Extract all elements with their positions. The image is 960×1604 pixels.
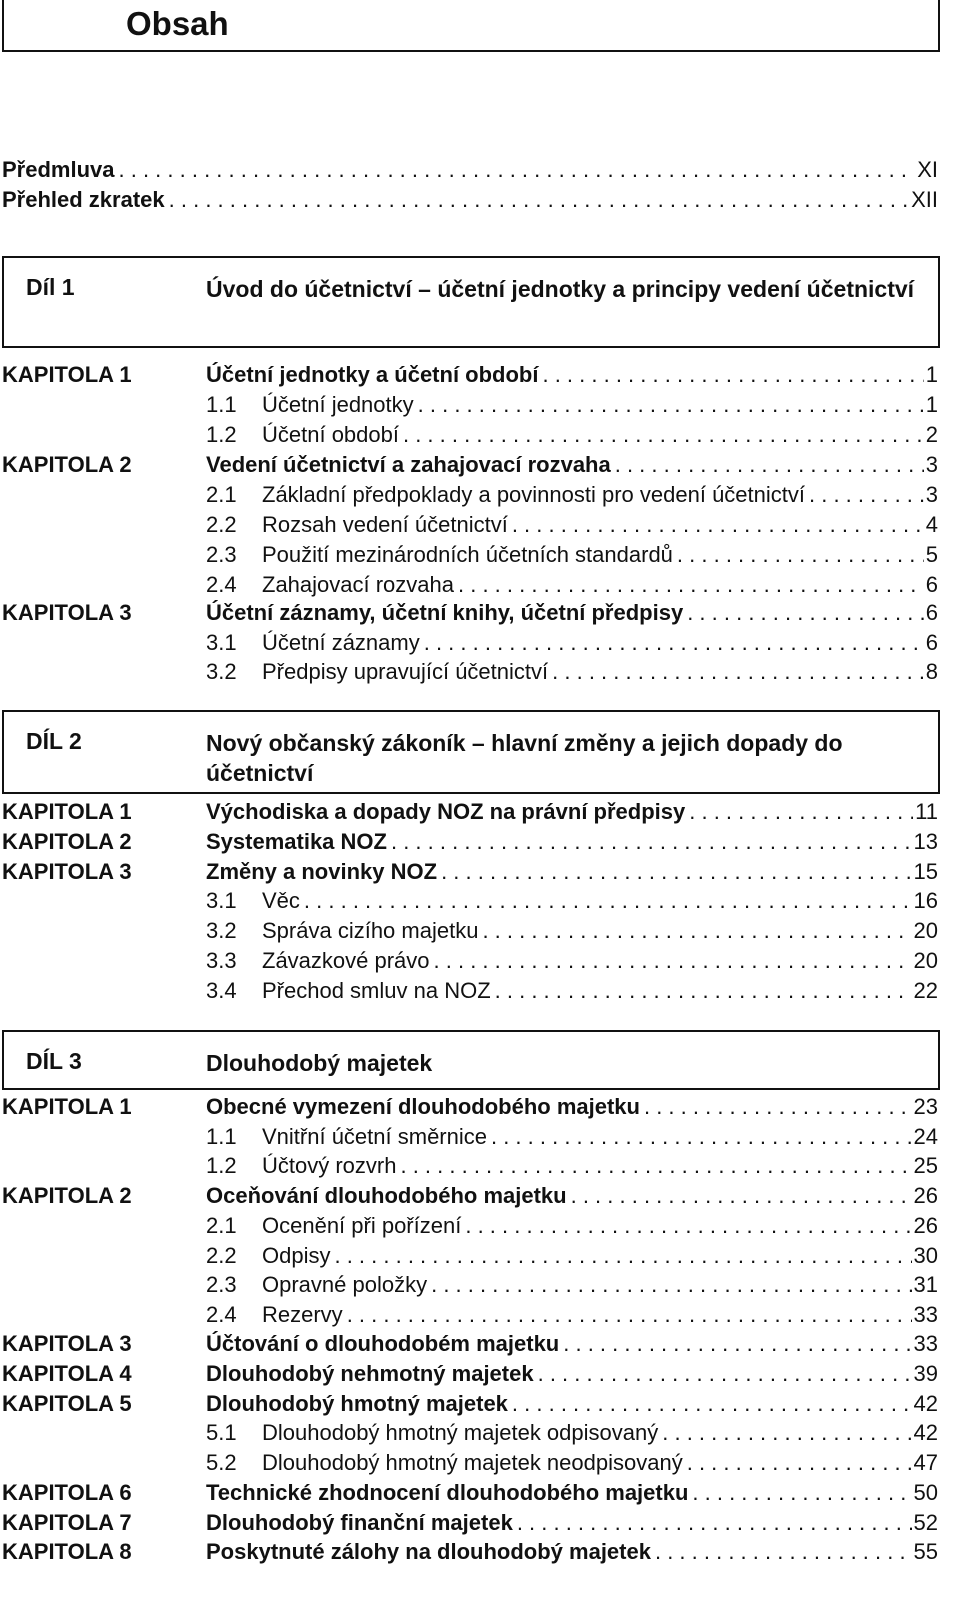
page-number: XI [917, 157, 938, 182]
toc-row-chapter[interactable] [0, 598, 938, 628]
toc-entry [206, 390, 938, 420]
toc-entry [206, 1092, 938, 1122]
section-number: 2.1 [206, 1213, 237, 1238]
dot-leader [805, 480, 924, 510]
entry-title: Účetní období [262, 422, 399, 447]
toc-row-section[interactable] [0, 480, 938, 510]
page-number: XII [911, 187, 938, 212]
toc-row-front[interactable] [0, 185, 938, 215]
dot-leader [165, 185, 909, 215]
page-number: 13 [913, 829, 938, 854]
toc-entry [206, 1478, 938, 1508]
toc-row-section[interactable] [0, 390, 938, 420]
chapter-label: KAPITOLA 6 [2, 1480, 132, 1505]
page-number: 11 [915, 799, 938, 824]
dot-leader [651, 1537, 912, 1567]
page-number: 33 [913, 1331, 938, 1356]
chapter-label: KAPITOLA 1 [2, 362, 132, 387]
dot-leader [508, 510, 924, 540]
toc-entry [206, 1211, 938, 1241]
entry-title: Přechod smluv na NOZ [262, 978, 491, 1003]
section-number: 2.2 [206, 512, 237, 537]
dot-leader [454, 570, 924, 600]
toc-entry [206, 1181, 938, 1211]
entry-title: Změny a novinky NOZ [206, 859, 438, 884]
dot-leader [478, 916, 911, 946]
chapter-label: KAPITOLA 4 [2, 1361, 132, 1386]
page-number: 1 [925, 362, 938, 387]
entry-title: Účetní jednotky [262, 392, 414, 417]
section-number: 2.4 [206, 572, 237, 597]
chapter-label: KAPITOLA 1 [2, 799, 132, 824]
toc-row-section[interactable] [0, 946, 938, 976]
dot-leader [640, 1092, 912, 1122]
dot-leader [688, 1478, 911, 1508]
page-number: 50 [913, 1480, 938, 1505]
entry-title: Vedení účetnictví a zahajovací rozvaha [206, 452, 611, 477]
chapter-label: KAPITOLA 3 [2, 1331, 132, 1356]
entry-title: Dlouhodobý finanční majetek [206, 1510, 513, 1535]
page-number: 8 [925, 659, 938, 684]
toc-row-section[interactable] [0, 628, 938, 658]
part-title: Nový občanský zákoník – hlavní změny a jejich dopady do účetnictví [206, 730, 843, 786]
entry-title: Opravné položky [262, 1272, 428, 1297]
toc-entry [206, 1300, 938, 1330]
section-number: 5.1 [206, 1420, 237, 1445]
toc-entry [206, 657, 938, 687]
section-number: 2.1 [206, 482, 237, 507]
toc-entry [206, 886, 938, 916]
dot-leader [534, 1359, 912, 1389]
page-number: 23 [913, 1094, 938, 1119]
chapter-label: KAPITOLA 3 [2, 859, 132, 884]
toc-row-section[interactable] [0, 886, 938, 916]
part-header [2, 1030, 940, 1090]
page-number: 16 [913, 888, 938, 913]
entry-title: Rozsah vedení účetnictví [262, 512, 508, 537]
page-number: 55 [913, 1539, 938, 1564]
toc-entry [206, 480, 938, 510]
entry-title: Použití mezinárodních účetních standardů [262, 542, 673, 567]
section-number: 3.1 [206, 630, 237, 655]
toc-row-chapter[interactable] [0, 450, 938, 480]
entry-title: Obecné vymezení dlouhodobého majetku [206, 1094, 640, 1119]
toc-row-section[interactable] [0, 540, 938, 570]
toc-entry [206, 857, 938, 887]
toc-row-chapter[interactable] [0, 857, 938, 887]
page-number: 20 [913, 918, 938, 943]
section-number: 2.3 [206, 542, 237, 567]
toc-row-chapter[interactable] [0, 1092, 938, 1122]
section-number: 2.3 [206, 1272, 237, 1297]
toc-entry [206, 1389, 938, 1419]
toc-entry [2, 185, 938, 215]
toc-row-section[interactable] [0, 976, 938, 1006]
toc-row-chapter[interactable] [0, 1181, 938, 1211]
entry-title: Předpisy upravující účetnictví [262, 659, 549, 684]
dot-leader [414, 390, 924, 420]
toc-entry [206, 1448, 938, 1478]
toc-entry [206, 360, 938, 390]
toc-entry [206, 1329, 938, 1359]
dot-leader [396, 1151, 911, 1181]
toc-row-section[interactable] [0, 570, 938, 600]
entry-title: Rezervy [262, 1302, 343, 1327]
entry-title: Východiska a dopady NOZ na právní předpisy [206, 799, 686, 824]
toc-entry [206, 540, 938, 570]
entry-title: Účtový rozvrh [262, 1153, 397, 1178]
section-number: 2.4 [206, 1302, 237, 1327]
section-number: 3.4 [206, 978, 237, 1003]
page-number: 6 [925, 572, 938, 597]
part-title: Dlouhodobý majetek [206, 1050, 433, 1076]
entry-title: Ocenění při pořízení [262, 1213, 462, 1238]
dot-leader [115, 155, 916, 185]
part-label: Díl 1 [26, 274, 75, 300]
entry-title: Správa cizího majetku [262, 918, 479, 943]
toc-row-chapter[interactable] [0, 360, 938, 390]
toc-row-front[interactable] [0, 155, 938, 185]
entry-title: Dlouhodobý nehmotný majetek [206, 1361, 534, 1386]
dot-leader [491, 976, 912, 1006]
section-number: 2.2 [206, 1243, 237, 1268]
toc-row-section[interactable] [0, 1122, 938, 1152]
entry-title: Účetní jednotky a účetní období [206, 362, 539, 387]
toc-entry [206, 1537, 938, 1567]
section-number: 3.2 [206, 918, 237, 943]
dot-leader [559, 1329, 911, 1359]
page-number: 31 [913, 1272, 938, 1297]
toc-entry [206, 420, 938, 450]
toc-entry [206, 628, 938, 658]
page-number: 42 [913, 1420, 938, 1445]
toc-row-section[interactable] [0, 1211, 938, 1241]
page-number: 26 [913, 1183, 938, 1208]
dot-leader [300, 886, 912, 916]
page-number: 39 [913, 1361, 938, 1386]
entry-title: Vnitřní účetní směrnice [262, 1124, 487, 1149]
entry-title: Systematika NOZ [206, 829, 387, 854]
toc-entry [206, 827, 938, 857]
page-number: 3 [925, 482, 938, 507]
page-number: 15 [913, 859, 938, 884]
toc-entry [206, 510, 938, 540]
section-number: 3.2 [206, 659, 237, 684]
entry-title: Přehled zkratek [2, 187, 165, 212]
toc-entry [206, 598, 938, 628]
dot-leader [330, 1241, 911, 1271]
toc-row-chapter[interactable] [0, 797, 938, 827]
entry-title: Účetní záznamy [262, 630, 420, 655]
toc-entry [206, 976, 938, 1006]
chapter-label: KAPITOLA 5 [2, 1391, 132, 1416]
dot-leader [437, 857, 911, 887]
entry-title: Dlouhodobý hmotný majetek neodpisovaný [262, 1450, 683, 1475]
page-number: 20 [913, 948, 938, 973]
chapter-label: KAPITOLA 2 [2, 1183, 132, 1208]
toc-entry [206, 1270, 938, 1300]
part-title: Úvod do účetnictví – účetní jednotky a principy vedení účetnictví [206, 276, 915, 302]
toc-row-chapter[interactable] [0, 1329, 938, 1359]
chapter-label: KAPITOLA 7 [2, 1510, 132, 1535]
dot-leader [343, 1300, 912, 1330]
toc-entry [206, 1508, 938, 1538]
toc-row-section[interactable] [0, 1448, 938, 1478]
toc-entry [206, 1241, 938, 1271]
page-number: 33 [913, 1302, 938, 1327]
entry-title: Technické zhodnocení dlouhodobého majetku [206, 1480, 689, 1505]
page-number: 25 [913, 1153, 938, 1178]
entry-title: Předmluva [2, 157, 115, 182]
toc-row-section[interactable] [0, 510, 938, 540]
toc-row-section[interactable] [0, 1270, 938, 1300]
toc-row-section[interactable] [0, 1300, 938, 1330]
dot-leader [673, 540, 924, 570]
dot-leader [685, 797, 913, 827]
page-number: 3 [925, 452, 938, 477]
page-number: 26 [913, 1213, 938, 1238]
part-header [2, 256, 940, 348]
part-header [2, 710, 940, 794]
toc-row-section[interactable] [0, 916, 938, 946]
dot-leader [487, 1122, 912, 1152]
chapter-label: KAPITOLA 8 [2, 1539, 132, 1564]
entry-title: Základní předpoklady a povinnosti pro vedení účetnictví [262, 482, 805, 507]
toc-row-chapter[interactable] [0, 1359, 938, 1389]
toc-row-chapter[interactable] [0, 1389, 938, 1419]
page-number: 22 [913, 978, 938, 1003]
dot-leader [430, 946, 912, 976]
entry-title: Zahajovací rozvaha [262, 572, 454, 597]
toc-entry [2, 155, 938, 185]
page-number: 1 [925, 392, 938, 417]
dot-leader [420, 628, 924, 658]
toc-entry [206, 916, 938, 946]
section-number: 3.3 [206, 948, 237, 973]
page-number: 52 [913, 1510, 938, 1535]
chapter-label: KAPITOLA 3 [2, 600, 132, 625]
dot-leader [538, 360, 923, 390]
toc-entry [206, 797, 938, 827]
chapter-label: KAPITOLA 2 [2, 452, 132, 477]
dot-leader [567, 1181, 912, 1211]
chapter-label: KAPITOLA 2 [2, 829, 132, 854]
dot-leader [461, 1211, 911, 1241]
section-number: 1.2 [206, 1153, 237, 1178]
entry-title: Dlouhodobý hmotný majetek [206, 1391, 508, 1416]
chapter-label: KAPITOLA 1 [2, 1094, 132, 1119]
toc-row-chapter[interactable] [0, 827, 938, 857]
dot-leader [683, 598, 924, 628]
dot-leader [548, 657, 924, 687]
entry-title: Oceňování dlouhodobého majetku [206, 1183, 567, 1208]
page-number: 42 [913, 1391, 938, 1416]
page-number: 5 [925, 542, 938, 567]
page-number: 4 [925, 512, 938, 537]
toc-entry [206, 570, 938, 600]
page-number: 30 [913, 1243, 938, 1268]
page-number: 6 [925, 600, 938, 625]
page-number: 6 [925, 630, 938, 655]
page-number: 2 [925, 422, 938, 447]
page-number: 24 [913, 1124, 938, 1149]
toc-row-section[interactable] [0, 1151, 938, 1181]
part-label: DÍL 2 [26, 728, 82, 754]
section-number: 5.2 [206, 1450, 237, 1475]
toc-entry [206, 450, 938, 480]
entry-title: Závazkové právo [262, 948, 430, 973]
dot-leader [658, 1418, 911, 1448]
entry-title: Účtování o dlouhodobém majetku [206, 1331, 560, 1356]
dot-leader [399, 420, 924, 450]
toc-entry [206, 1151, 938, 1181]
section-number: 1.1 [206, 392, 237, 417]
dot-leader [513, 1508, 912, 1538]
dot-leader [427, 1270, 911, 1300]
toc-entry [206, 1122, 938, 1152]
toc-entry [206, 1359, 938, 1389]
entry-title: Poskytnuté zálohy na dlouhodobý majetek [206, 1539, 651, 1564]
section-number: 1.1 [206, 1124, 237, 1149]
toc-row-chapter[interactable] [0, 1537, 938, 1567]
part-label: DÍL 3 [26, 1048, 82, 1074]
dot-leader [508, 1389, 912, 1419]
section-number: 3.1 [206, 888, 237, 913]
page-number: 47 [913, 1450, 938, 1475]
toc-row-section[interactable] [0, 1418, 938, 1448]
title-box [2, 0, 940, 52]
toc-row-section[interactable] [0, 657, 938, 687]
toc-row-chapter[interactable] [0, 1508, 938, 1538]
page-title: Obsah [126, 5, 229, 42]
toc-row-section[interactable] [0, 1241, 938, 1271]
dot-leader [387, 827, 912, 857]
entry-title: Účetní záznamy, účetní knihy, účetní předpisy [206, 600, 684, 625]
section-number: 1.2 [206, 422, 237, 447]
dot-leader [683, 1448, 912, 1478]
entry-title: Odpisy [262, 1243, 331, 1268]
toc-row-chapter[interactable] [0, 1478, 938, 1508]
toc-entry [206, 1418, 938, 1448]
entry-title: Dlouhodobý hmotný majetek odpisovaný [262, 1420, 659, 1445]
toc-row-section[interactable] [0, 420, 938, 450]
entry-title: Věc [262, 888, 300, 913]
toc-entry [206, 946, 938, 976]
dot-leader [611, 450, 924, 480]
